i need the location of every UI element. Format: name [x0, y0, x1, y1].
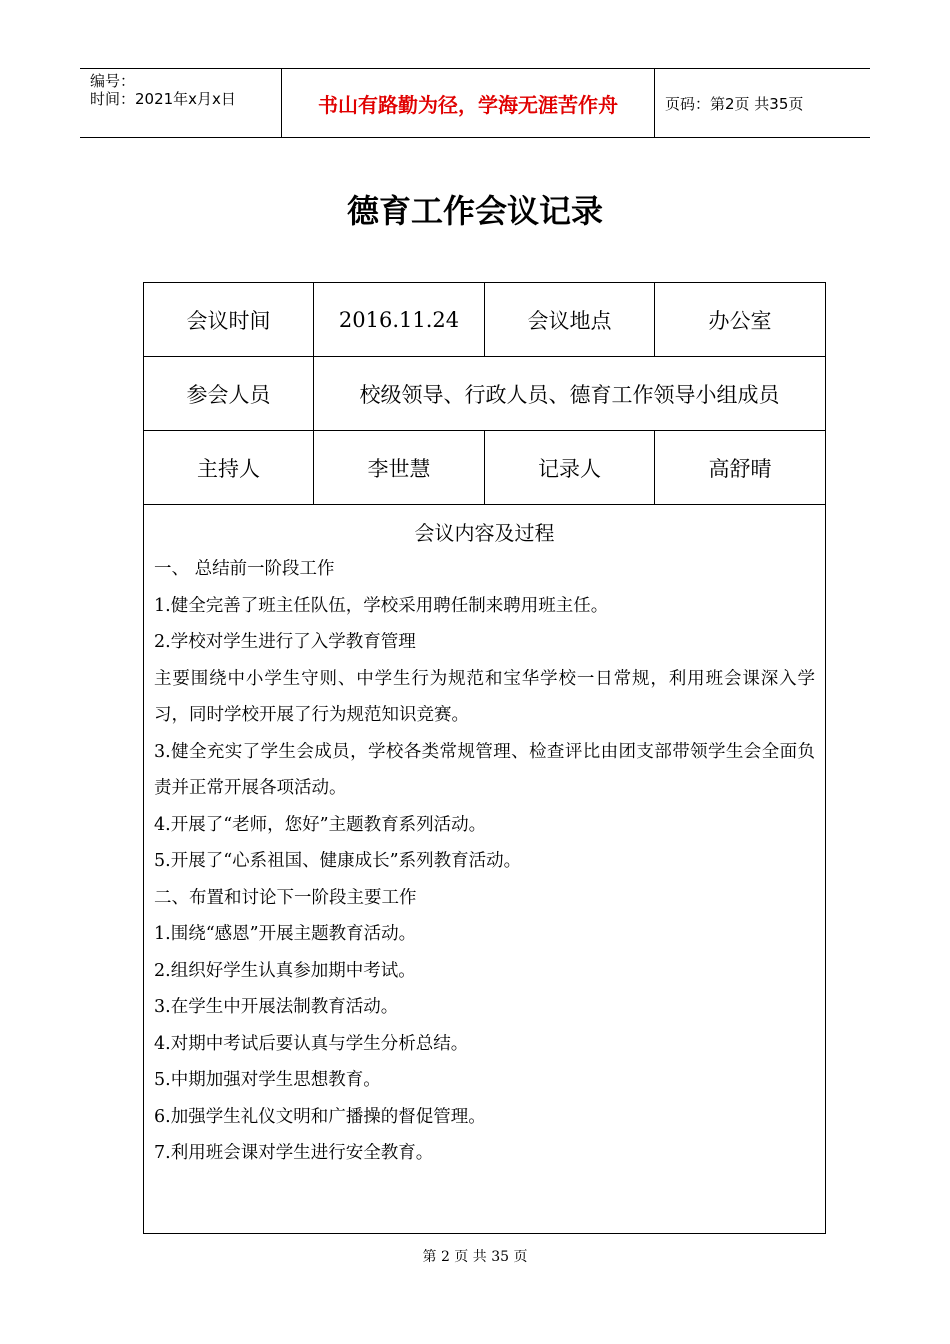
table-row: [144, 357, 826, 431]
time-label: 会议时间: [144, 283, 314, 357]
header-time: 时间：2021年x月x日: [90, 90, 236, 108]
place-value: 办公室: [655, 283, 826, 357]
recorder-label: 记录人: [485, 431, 655, 505]
meeting-table: [143, 282, 826, 1234]
content-line: 一、 总结前一阶段工作: [154, 559, 335, 579]
content-line: 6.加强学生礼仪文明和广播操的督促管理。: [154, 1106, 486, 1127]
recorder-value: 高舒晴: [655, 431, 826, 505]
header-motto-cell: [282, 69, 655, 137]
content-cell: [144, 505, 826, 1234]
content-line: 4.开展了“老师，您好”主题教育系列活动。: [154, 814, 487, 835]
time-value: 2016.11.24: [314, 283, 485, 357]
content-title: 会议内容及过程: [414, 521, 555, 545]
table-row: [144, 505, 826, 1234]
header-page: 页码：第2页 共35页: [665, 94, 804, 113]
content-line: 7.利用班会课对学生进行安全教育。: [154, 1143, 434, 1163]
content-line: 4.对期中考试后要认真与学生分析总结。: [154, 1033, 469, 1054]
content-line: 主要围绕中小学生守则、中学生行为规范和宝华学校一日常规，利用班会课深入学习，同时学校开展了行为规范知识竞赛。: [154, 668, 815, 725]
content-line: 2.学校对学生进行了入学教育管理: [154, 632, 416, 652]
content-line: 1.健全完善了班主任队伍，学校采用聘任制来聘用班主任。: [154, 595, 609, 616]
host-label: 主持人: [144, 431, 314, 505]
content-line: 2.组织好学生认真参加期中考试。: [154, 960, 416, 981]
page-header: [80, 68, 870, 138]
place-label: 会议地点: [485, 283, 655, 357]
table-row: [144, 431, 826, 505]
content-line: 5.中期加强对学生思想教育。: [154, 1070, 381, 1090]
content-line: 3.在学生中开展法制教育活动。: [154, 997, 399, 1017]
header-motto: 书山有路勤为径，学海无涯苦作舟: [318, 92, 618, 117]
document-title: 德育工作会议记录: [346, 192, 603, 230]
content-line: 二、布置和讨论下一阶段主要工作: [154, 887, 417, 908]
content-line: 3.健全充实了学生会成员，学校各类常规管理、检查评比由团支部带领学生会全面负责并正常开展各项活动。: [154, 741, 815, 798]
attendees-value: 校级领导、行政人员、德育工作领导小组成员: [314, 357, 826, 431]
header-info: [80, 69, 282, 137]
attendees-label: 参会人员: [144, 357, 314, 431]
host-value: 李世慧: [314, 431, 485, 505]
content-line: 1.围绕“感恩”开展主题教育活动。: [154, 924, 417, 944]
header-number: 编号：: [90, 72, 136, 90]
content-line: 5.开展了“心系祖国、健康成长”系列教育活动。: [154, 851, 522, 871]
table-row: [144, 283, 826, 357]
page-footer: 第 2 页 共 35 页: [422, 1249, 528, 1265]
